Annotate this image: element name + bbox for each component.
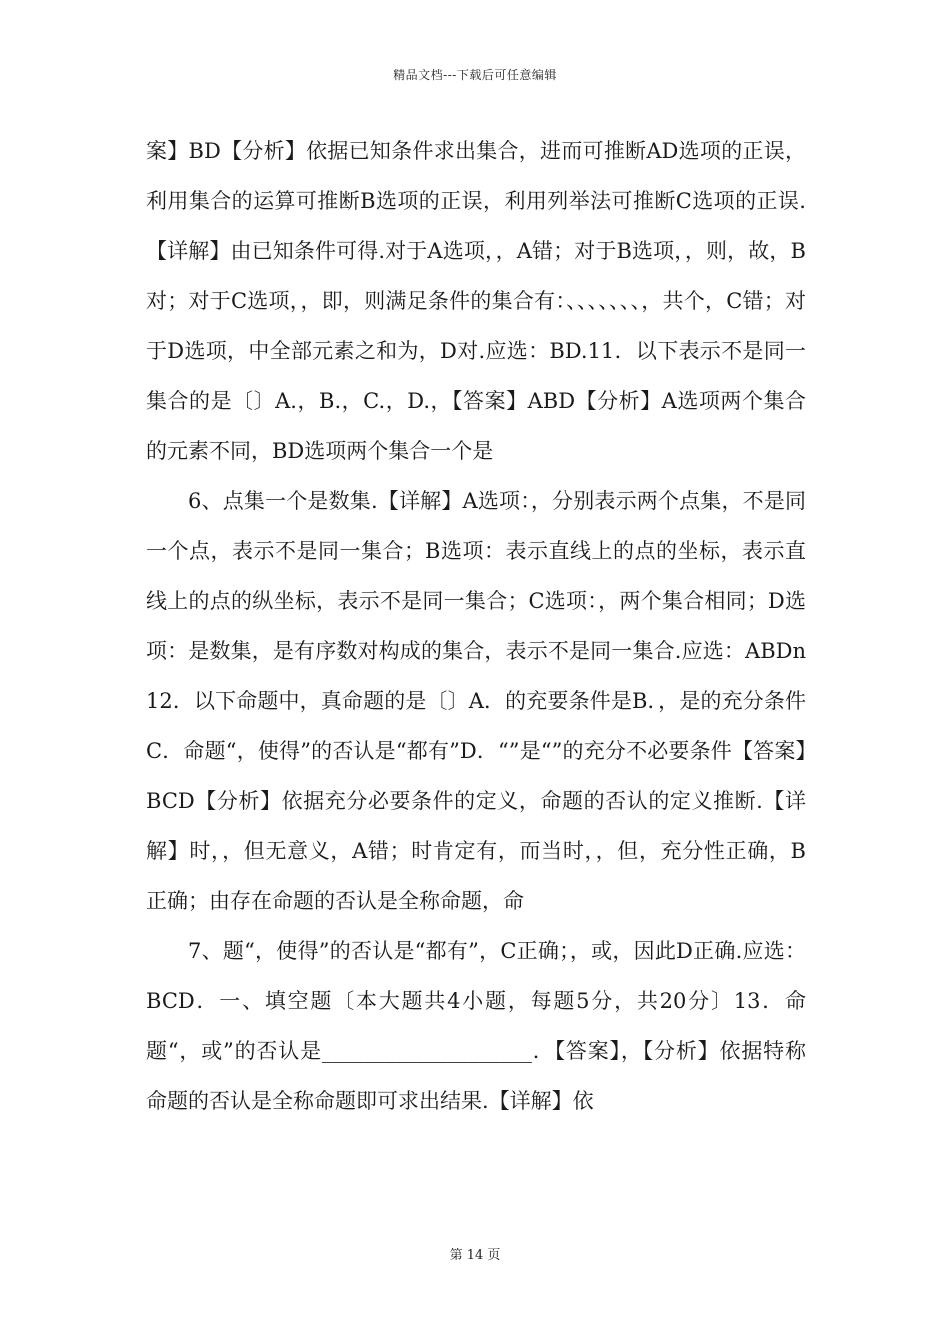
paragraph-7: 7、题“，使得”的否认是“都有”，C正确；，或，因此D正确.应选：BCD．一、填空题〔本大题共4小题，每题5分，共20分〕13．命题“，或”的否认是____________________．【答案】，【分析】依据特称命题的否认是全称命题即可求出结果.【详解】依 [146, 939, 806, 1113]
page-number: 第 14 页 [449, 1248, 501, 1263]
document-body [146, 126, 806, 1126]
paragraph-6: 6、点集一个是数集.【详解】A选项：，分别表示两个点集，不是同一个点，表示不是同一集合；B选项：表示直线上的点的坐标，表示直线上的点的纵坐标，表示不是同一集合；C选项：，两个集合相同；D选项：是数集，是有序数对构成的集合，表示不是同一集合.应选：ABDn12．以下命题中，真命题的是〔〕A．的充要条件是B．，是的充分条件C．命题“，使得”的否认是“都有”D．“”是“”的充分不必要条件【答案】BCD【分析】依据充分必要条件的定义，命题的否认的定义推断.【详解】时，，但无意义，A错；时肯定有，而当时，，但，充分性正确，B正确；由存在命题的否认是全称命题，命 [146, 489, 806, 913]
paragraph-continued: 案】BD【分析】依据已知条件求出集合，进而可推断AD选项的正误，利用集合的运算可推断B选项的正误，利用列举法可推断C选项的正误.【详解】由已知条件可得.对于A选项，，A错；对于B选项，，则，故，B对；对于C选项，，即，则满足条件的集合有：、、、、、、、，共个，C错；对于D选项，中全部元素之和为，D对.应选：BD.11．以下表示不是同一集合的是〔〕A.，B.，C.，D.，【答案】ABD【分析】A选项两个集合的元素不同，BD选项两个集合一个是 [146, 139, 806, 463]
page-header: 精品文档---下载后可任意编辑 [393, 68, 557, 82]
